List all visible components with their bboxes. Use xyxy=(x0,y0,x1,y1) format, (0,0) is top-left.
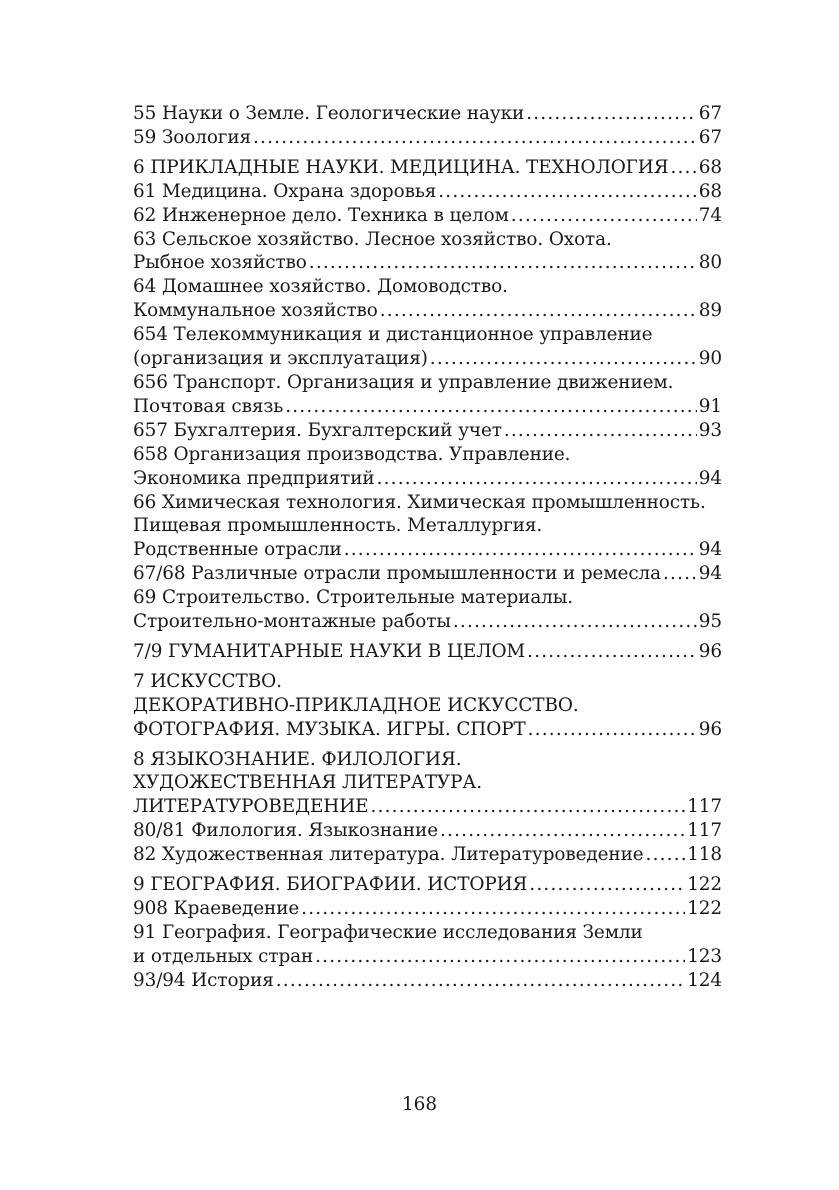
dot-leader xyxy=(646,843,686,867)
toc-entry-line xyxy=(133,897,722,921)
toc-entry-page: 67 xyxy=(698,103,722,124)
dot-leader xyxy=(309,251,697,275)
dot-leader xyxy=(453,610,697,634)
toc-entry-line xyxy=(133,562,722,586)
toc-entry-title: 91 География. Географические исследования Земли xyxy=(133,921,643,943)
toc-section-entry xyxy=(133,748,722,820)
toc-entry-line xyxy=(133,299,722,323)
toc-entry-title: 9 ГЕОГРАФИЯ. БИОГРАФИИ. ИСТОРИЯ xyxy=(133,874,528,896)
toc-entry-title: 908 Краеведение xyxy=(133,898,300,919)
toc-entry-title: 63 Сельское хозяйство. Лесное хозяйство. Охота. xyxy=(133,228,612,250)
toc-entry-line xyxy=(133,180,722,204)
toc-entry-line xyxy=(133,251,722,275)
toc-entry-line xyxy=(133,323,722,347)
toc-entry-page: 122 xyxy=(687,874,722,896)
toc-entry-title: 6 ПРИКЛАДНЫЕ НАУКИ. МЕДИЦИНА. ТЕХНОЛОГИЯ xyxy=(133,156,669,178)
dot-leader xyxy=(285,395,697,419)
toc-entry-page: 91 xyxy=(698,395,722,417)
toc-entry-line xyxy=(133,347,722,371)
toc-entry xyxy=(133,491,722,563)
toc-entry-title: Родственные отрасли xyxy=(133,539,342,561)
toc-entry-title: 8 ЯЗЫКОЗНАНИЕ. ФИЛОЛОГИЯ. xyxy=(133,748,462,770)
dot-leader xyxy=(344,538,697,562)
toc-entry-line xyxy=(133,670,722,694)
toc-entry-title: ФОТОГРАФИЯ. МУЗЫКА. ИГРЫ. СПОРТ xyxy=(133,718,526,740)
dot-leader xyxy=(511,204,697,228)
toc-entry xyxy=(133,419,722,443)
toc-section-entry xyxy=(133,156,722,180)
toc-entry xyxy=(133,275,722,323)
toc-section-entry xyxy=(133,873,722,897)
toc-entry-title: Пищевая промышленность. Металлургия. xyxy=(133,515,543,537)
toc-entry-line xyxy=(133,126,722,150)
dot-leader xyxy=(380,299,697,323)
toc-entry xyxy=(133,843,722,867)
toc-entry-page: 93 xyxy=(698,419,722,441)
toc-entry-title: 62 Инженерное дело. Техника в целом xyxy=(133,204,509,226)
toc-entry-line xyxy=(133,748,722,772)
toc-entry-page: 94 xyxy=(698,467,722,489)
toc-entry-page: 67 xyxy=(698,126,722,148)
toc-entry-title: Экономика предприятий xyxy=(133,467,375,489)
toc-entry-title: 7/9 ГУМАНИТАРНЫЕ НАУКИ В ЦЕЛОМ xyxy=(133,640,526,662)
toc-entry-title: 80/81 Филология. Языкознание xyxy=(133,820,439,842)
toc-entry-line xyxy=(133,969,722,993)
toc-entry-line xyxy=(133,491,722,515)
toc-entry-title: 64 Домашнее хозяйство. Домоводство. xyxy=(133,276,508,298)
toc-entry-line xyxy=(133,395,722,419)
toc-entry-line xyxy=(133,102,722,126)
toc-entry-line xyxy=(133,819,722,843)
dot-leader xyxy=(670,156,696,180)
toc-entry xyxy=(133,921,722,969)
toc-entry-title: 7 ИСКУССТВО. xyxy=(133,670,282,692)
toc-entry-page: 96 xyxy=(698,718,722,740)
toc-entry-page: 68 xyxy=(698,156,722,178)
toc-entry-page: 95 xyxy=(698,611,722,633)
dot-leader xyxy=(315,945,685,969)
toc-entry-title: 67/68 Различные отрасли промышленности и ремесла xyxy=(133,563,661,585)
toc-entry-title: 66 Химическая технология. Химическая промышленность. xyxy=(133,491,706,513)
toc-entry-page: 118 xyxy=(687,844,722,866)
toc-entry-title: 657 Бухгалтерия. Бухгалтерский учет xyxy=(133,419,502,441)
dot-leader xyxy=(301,897,685,921)
toc-entry-title: 61 Медицина. Охрана здоровья xyxy=(133,180,437,202)
toc-entry-line xyxy=(133,275,722,299)
toc-entry-line xyxy=(133,873,722,897)
dot-leader xyxy=(528,718,697,742)
toc-entry xyxy=(133,323,722,371)
toc-section-entry xyxy=(133,640,722,664)
dot-leader xyxy=(529,873,685,897)
toc-entry-line xyxy=(133,640,722,664)
toc-entry xyxy=(133,897,722,921)
dot-leader xyxy=(438,180,697,204)
toc-entry-page: 123 xyxy=(687,945,722,967)
toc-entry-title: 656 Транспорт. Организация и управление движением. xyxy=(133,371,674,393)
toc-entry-title: и отдельных стран xyxy=(133,945,314,967)
toc-entry-line xyxy=(133,586,722,610)
toc-entry-line xyxy=(133,795,722,819)
toc-entry-title: 69 Строительство. Строительные материалы. xyxy=(133,587,574,609)
toc-entry-line xyxy=(133,204,722,228)
toc-entry-title: ДЕКОРАТИВНО-ПРИКЛАДНОЕ ИСКУССТВО. xyxy=(133,694,579,716)
toc-entry-page: 80 xyxy=(698,252,722,274)
dot-leader xyxy=(371,795,686,819)
toc-entry-title: 59 Зоология xyxy=(133,126,251,148)
toc-entry-line xyxy=(133,514,722,538)
page-number: 168 xyxy=(401,1094,438,1115)
toc-entry-title: 82 Художественная литература. Литературоведение xyxy=(133,844,644,866)
toc-entry-page: 96 xyxy=(698,640,722,662)
dot-leader xyxy=(253,126,697,150)
toc-entry xyxy=(133,371,722,419)
toc-entry-title: Строительно-монтажные работы xyxy=(133,611,451,633)
dot-leader xyxy=(504,419,697,443)
toc-entry-page: 124 xyxy=(687,969,722,991)
toc-entry-line xyxy=(133,771,722,795)
toc-entry-title: Почтовая связь xyxy=(133,395,284,417)
toc-entry-page: 74 xyxy=(698,204,722,226)
toc-entry-page: 94 xyxy=(698,539,722,561)
toc-entry-line xyxy=(133,945,722,969)
toc-entry xyxy=(133,819,722,843)
toc-entry-line xyxy=(133,371,722,395)
toc-entry-line xyxy=(133,921,722,945)
toc-entry-page: 90 xyxy=(698,348,722,370)
toc-entry-line xyxy=(133,156,722,180)
toc-entry xyxy=(133,126,722,150)
toc-entry-title: ЛИТЕРАТУРОВЕДЕНИЕ xyxy=(133,796,369,818)
toc-entry-title: 55 Науки о Земле. Геологические науки xyxy=(133,103,525,124)
toc-entry-title: 654 Телекоммуникация и дистанционное управление xyxy=(133,324,653,346)
toc-entry-line xyxy=(133,610,722,634)
toc-entry-line xyxy=(133,467,722,491)
toc-entry xyxy=(133,969,722,993)
toc-entry xyxy=(133,586,722,634)
toc-entry xyxy=(133,204,722,228)
dot-leader xyxy=(663,562,697,586)
toc-entry xyxy=(133,102,722,126)
toc-entry-line xyxy=(133,694,722,718)
dot-leader xyxy=(526,102,697,126)
toc-entry-title: (организация и эксплуатация) xyxy=(133,348,428,370)
toc-entry-line xyxy=(133,843,722,867)
toc-entry-page: 89 xyxy=(698,300,722,322)
toc-entry xyxy=(133,180,722,204)
toc-entry-line xyxy=(133,718,722,742)
toc-entry-title: 93/94 История xyxy=(133,969,274,991)
toc-entry-page: 117 xyxy=(687,796,722,818)
toc-entry-page: 94 xyxy=(698,563,722,585)
toc-entry-page: 68 xyxy=(698,180,722,202)
toc-entry-title: Рыбное хозяйство xyxy=(133,252,307,274)
toc-entry-line xyxy=(133,443,722,467)
toc-entry-page: 122 xyxy=(687,898,722,919)
toc-entry xyxy=(133,562,722,586)
toc-entry-line xyxy=(133,538,722,562)
dot-leader xyxy=(430,347,697,371)
toc-entry-title: ХУДОЖЕСТВЕННАЯ ЛИТЕРАТУРА. xyxy=(133,772,482,794)
toc-entry-title: Коммунальное хозяйство xyxy=(133,300,378,322)
toc-entry xyxy=(133,443,722,491)
dot-leader xyxy=(377,467,697,491)
dot-leader xyxy=(440,819,685,843)
toc-section-entry xyxy=(133,670,722,742)
toc-entry-page: 117 xyxy=(687,820,722,842)
dot-leader xyxy=(527,640,697,664)
table-of-contents xyxy=(133,102,722,993)
toc-entry-line xyxy=(133,228,722,252)
toc-entry-line xyxy=(133,419,722,443)
dot-leader xyxy=(276,969,685,993)
toc-entry xyxy=(133,228,722,276)
toc-entry-title: 658 Организация производства. Управление. xyxy=(133,443,571,465)
